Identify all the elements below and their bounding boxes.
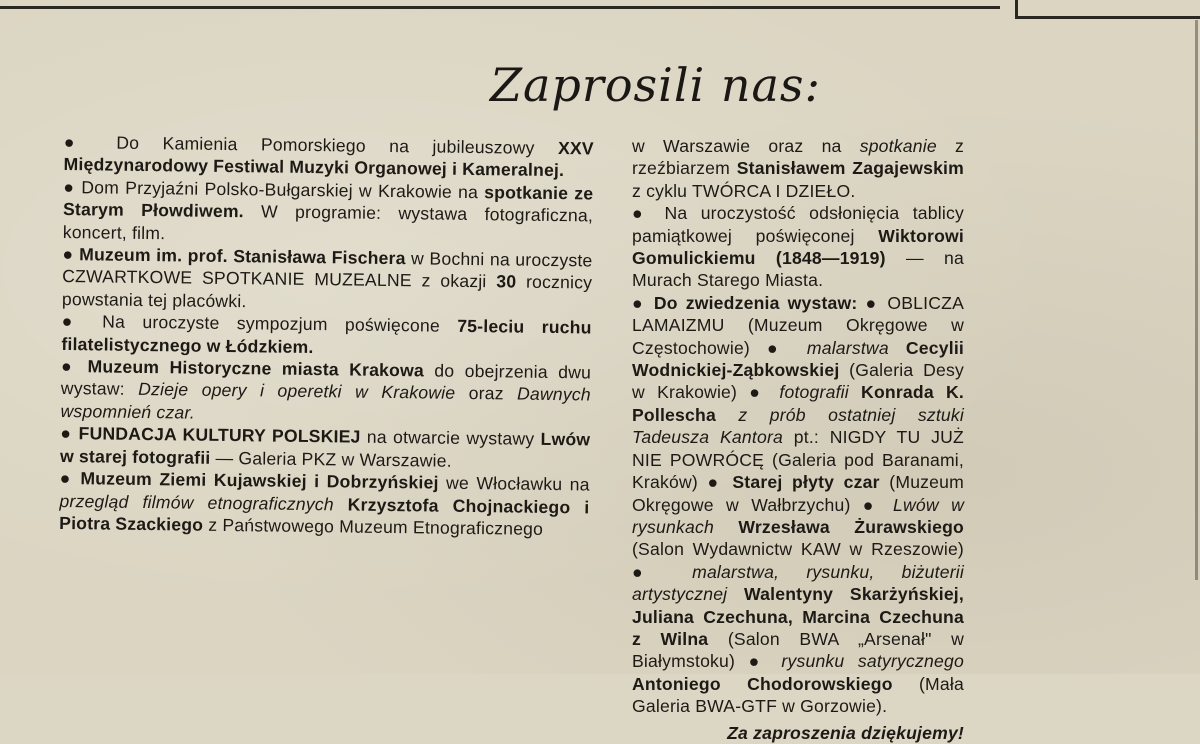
right_column-entry <box>632 292 964 718</box>
entry-text: — na Murach Starego Miasta. <box>632 248 964 291</box>
entry-text: Starej płyty czar <box>732 472 880 493</box>
entry-text: z cyklu TWÓRCA I DZIEŁO. <box>632 180 856 201</box>
entry-text: Cecylii Wodnickiej-Ząbkowskiej <box>632 337 964 381</box>
top-right-frame <box>1015 0 1200 19</box>
entry-text: Dzieje opery i operetki w Krakowie <box>138 379 456 404</box>
entry-text: Dawnych wspomnień czar. <box>60 384 591 423</box>
entry-text: Konrada K. Pollescha <box>632 382 964 425</box>
left_column-entry <box>60 422 591 473</box>
entry-text: Na uroczystość odsłonięcia tablicy pamiątkowej poświęconej <box>632 203 964 246</box>
entry-text: 30 <box>496 271 517 292</box>
entry-text: Walentyny Skarżyńskiej, Juliana Czechuna, Marcina Czechuna z Wilna <box>632 584 964 649</box>
closing-line: Za zaproszenia dziękujemy! <box>727 722 964 743</box>
entry-text: do obejrzenia dwu wystaw: <box>60 360 592 400</box>
entry-text: (Muzeum Okręgowe w Wałbrzychu) ● <box>632 472 964 515</box>
entry-text: (Salon Wydawnictw KAW w Rzeszowie) ● <box>632 539 964 582</box>
entry-text: na otwarcie wystawy <box>360 426 541 450</box>
entry-text: Lwów w starej fotografii <box>59 429 591 468</box>
entry-text: ● <box>59 468 81 489</box>
entry-text: Dom Przyjaźni Polsko-Bułgarskiej w Krakowie na <box>81 177 485 202</box>
entry-text: Antoniego Chodorowskiego <box>632 673 893 694</box>
entry-text: Lwów w rysunkach <box>632 494 964 537</box>
entry-text: malarstwa, rysunku, biżuterii artystycznej <box>632 561 965 605</box>
entry-text: ● <box>61 356 88 377</box>
entry-text: rocznicy powstania tej placówki. <box>61 271 593 312</box>
entry-text: ● <box>63 176 82 198</box>
entry-text: rysunku satyrycznego <box>781 651 964 672</box>
left_column-entry <box>63 176 594 250</box>
entry-text: (Mała Galeria BWA-GTF w Gorzowie). <box>632 673 964 717</box>
entry-text: Muzeum im. prof. Stanisława Fischera <box>79 244 406 269</box>
entry-text: Krzysztofa Chojnackiego i Piotra Szackiego <box>59 493 590 535</box>
entry-text: malarstwa <box>806 337 889 358</box>
entry-text: Do Kamienia Pomorskiego na jubileuszowy <box>116 132 559 159</box>
entry-text: W programie: wystawa fotograficzna, koncert, film. <box>62 201 594 243</box>
entry-text: Wiktorowi Gomulickiemu <box>632 225 964 269</box>
entry-text: z Państwowego Muzeum Etnograficznego <box>203 514 544 539</box>
top-rule <box>0 6 1000 9</box>
entry-text: ● <box>60 423 79 444</box>
page-title: Zaprosili nas: <box>490 58 822 112</box>
adjacent-column-fragment <box>958 20 1200 620</box>
right_column-entry <box>632 135 964 202</box>
entry-text: ● <box>63 131 117 153</box>
entry-text: ● <box>61 311 103 332</box>
entry-text: w Warszawie oraz na <box>632 136 860 156</box>
right_column-entry <box>632 202 964 292</box>
entry-text: pt.: NIGDY TU JUŻ NIE POWRÓCĘ (Galeria pod Baranami, Kraków) ● <box>632 427 965 493</box>
entry-text: Na uroczyste sympozjum poświęcone <box>102 311 458 337</box>
entry-text: Wrzesława Żurawskiego <box>714 516 964 537</box>
entry-text: w Bochni na uroczyste CZWARTKOWE SPOTKANIE MUZEALNE z okazji <box>62 248 593 292</box>
entry-text: fotografii <box>779 382 849 403</box>
entry-text: ● <box>632 203 665 224</box>
entry-text: ● <box>632 292 654 313</box>
right-column <box>632 135 964 744</box>
entry-text: ● <box>62 244 80 265</box>
left-column <box>59 131 594 541</box>
entry-text: z prób ostatniej sztuki Tadeusza Kantora <box>632 404 964 448</box>
left_column-entry <box>62 243 593 317</box>
left_column-entry <box>60 355 591 429</box>
entry-text: Muzeum Historyczne miasta Krakowa <box>87 356 425 381</box>
entry-text: oraz <box>455 383 518 405</box>
entry-text: we Włocławku na <box>438 472 590 495</box>
entry-text: (1848—1919) <box>755 248 886 269</box>
entry-text: przegląd filmów etnograficznych <box>59 490 334 514</box>
entry-text: Muzeum Ziemi Kujawskiej i Dobrzyńskiej <box>80 468 439 493</box>
entry-text: (Salon BWA „Arsenał" w Białymstoku) ● <box>632 628 964 672</box>
left_column-entry <box>61 310 592 361</box>
entry-text <box>716 405 738 425</box>
entry-text: spotkanie ze Starym Płowdiwem. <box>62 181 594 222</box>
entry-text: Do zwiedzenia wystaw: <box>653 292 858 313</box>
column-edge <box>1195 20 1198 580</box>
entry-text: (Galeria Desy w Krakowie) ● <box>632 360 964 403</box>
entry-text: z rzeźbiarzem <box>632 136 964 179</box>
left_column-entry <box>63 131 594 182</box>
left_column-entry <box>59 467 590 541</box>
entry-text: 75-leciu ruchu filatelistycznego w Łódzkiem. <box>61 316 592 357</box>
entry-text: Stanisławem Zagajewskim <box>736 158 964 179</box>
entry-text: — Galeria PKZ w Warszawie. <box>210 447 452 471</box>
entry-text: XXV Międzynarodowy Festiwal Muzyki Organowej i Kameralnej. <box>63 138 594 181</box>
entry-text: spotkanie <box>859 136 937 156</box>
entry-text: FUNDACJA KULTURY POLSKIEJ <box>78 423 361 447</box>
entry-text: ● OBLICZA LAMAIZMU (Muzeum Okręgowe w Częstochowie) ● <box>632 292 965 358</box>
